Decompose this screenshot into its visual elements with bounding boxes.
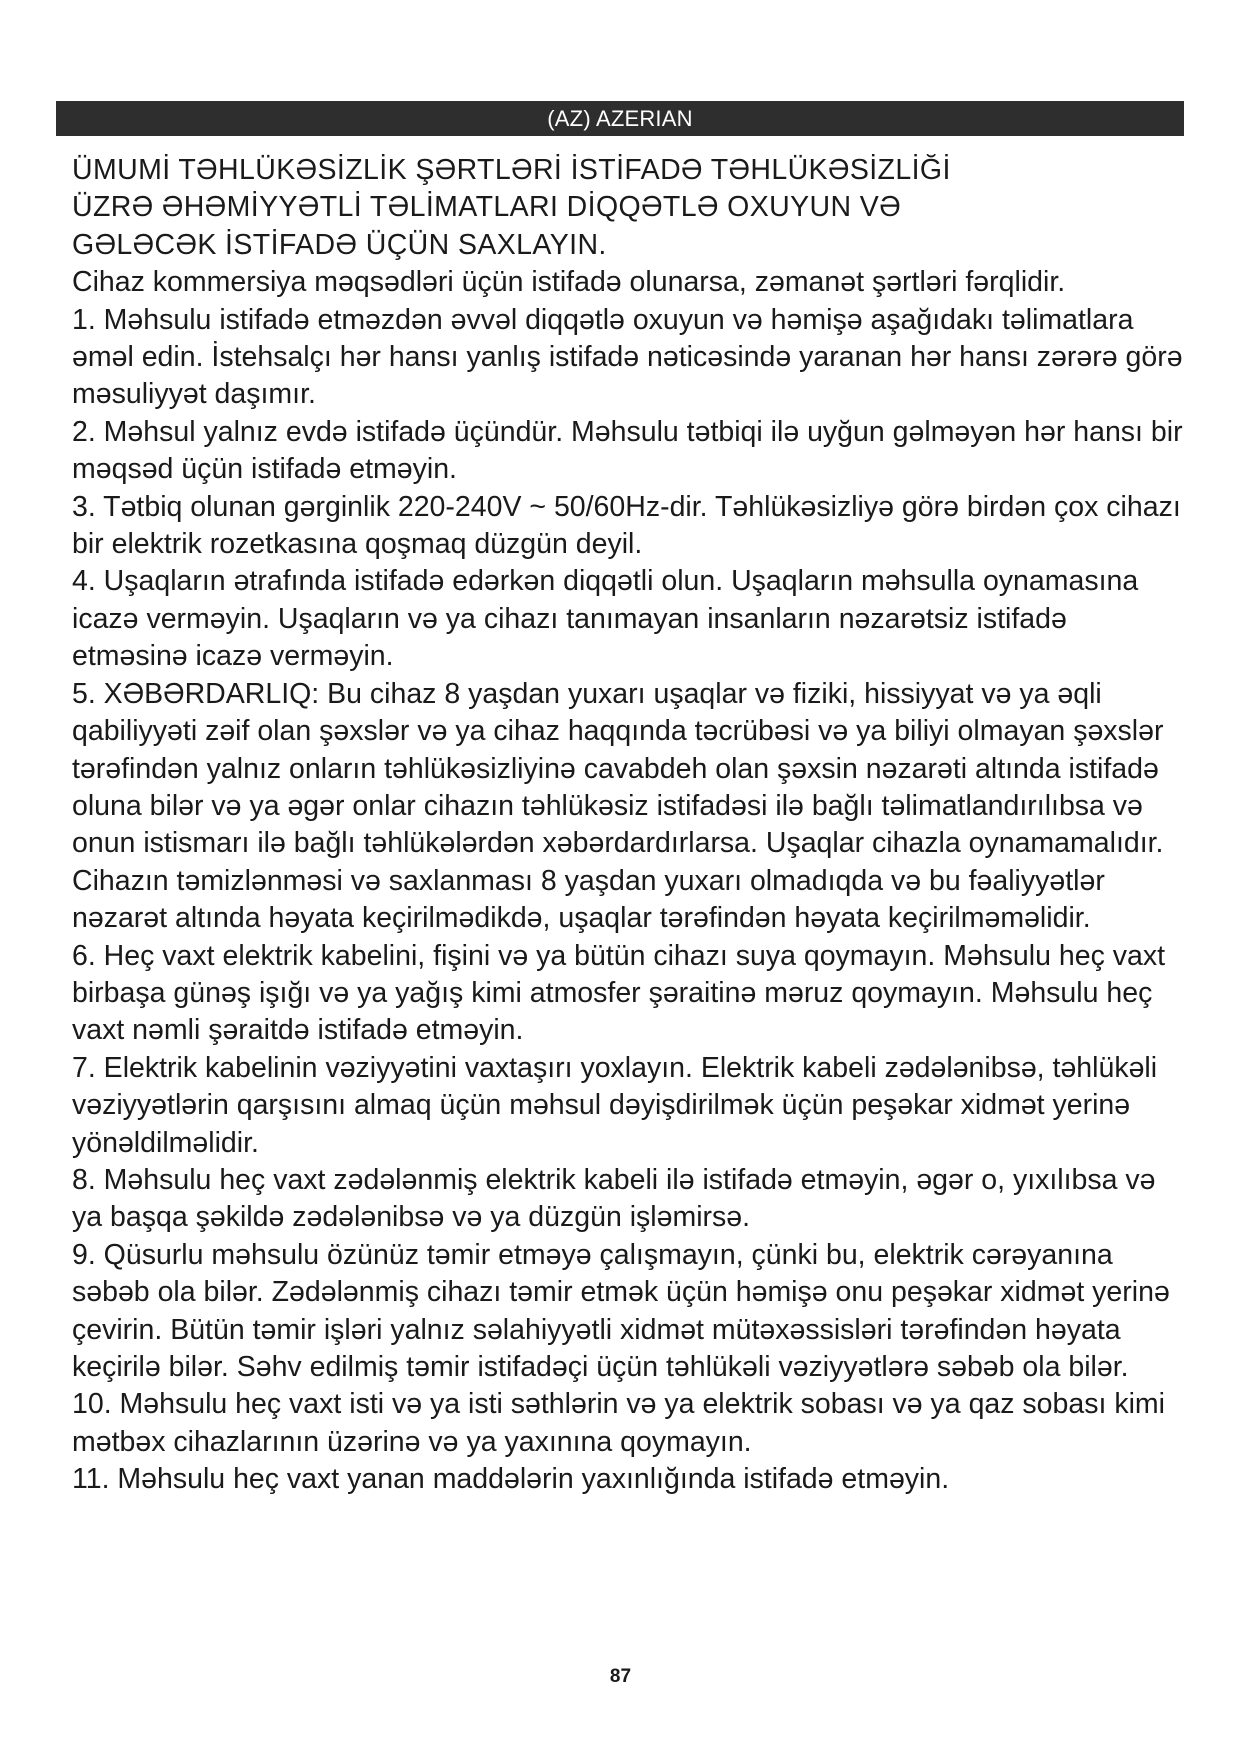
intro-paragraph: Cihaz kommersiya məqsədləri üçün istifadə olunarsa, zəmanət şərtləri fərqlidir. <box>72 266 1066 299</box>
safety-item-2: 2. Məhsul yalnız evdə istifadə üçündür. Məhsulu tətbiqi ilə uyğun gəlməyən hər hansı bir məqsəd üçün istifadə etməyin. <box>72 415 1183 486</box>
heading-line-3: GƏLƏCƏK İSTİFADƏ ÜÇÜN SAXLAYIN. <box>72 228 607 261</box>
heading-line-1: ÜMUMİ TƏHLÜKƏSİZLİK ŞƏRTLƏRİ İSTİFADƏ TƏHLÜKƏSİZLİĞİ <box>72 154 951 186</box>
safety-item-6: 6. Heç vaxt elektrik kabelini, fişini və ya bütün cihazı suya qoymayın. Məhsulu heç vaxt birbaşa günəş işığı və ya yağış kimi atmosfer şəraitinə məruz qoymayın. Məhsulu heç vaxt nəmli şəraitdə istifadə etməyin. <box>72 939 1166 1047</box>
safety-item-9: 9. Qüsurlu məhsulu özünüz təmir etməyə çalışmayın, çünki bu, elektrik cərəyanına səbəb ola bilər. Zədələnmiş cihazı təmir etmək üçün həmişə onu peşəkar xidmət yerinə çevirin. Bütün təmir işləri yalnız səlahiyyətli xidmət mütəxəssisləri tərəfindən həyata keçirilə bilər. Səhv edilmiş təmir istifadəçi üçün təhlükəli vəziyyətlərə səbəb ola bilər. <box>72 1238 1170 1383</box>
language-header-bar <box>56 101 1184 136</box>
safety-item-7: 7. Elektrik kabelinin vəziyyətini vaxtaşırı yoxlayın. Elektrik kabeli zədələnibsə, təhlükəli vəziyyətlərin qarşısını almaq üçün məhsul dəyişdirilmək üçün peşəkar xidmət yerinə yönəldilməlidir. <box>72 1051 1158 1159</box>
document-body <box>72 152 1187 1499</box>
page-number: 87 <box>609 1666 632 1687</box>
safety-item-8: 8. Məhsulu heç vaxt zədələnmiş elektrik kabeli ilə istifadə etməyin, əgər o, yıxılıbsa və ya başqa şəkildə zədələnibsə və ya düzgün işləmirsə. <box>72 1163 1156 1234</box>
safety-item-3: 3. Tətbiq olunan gərginlik 220-240V ~ 50/60Hz-dir. Təhlükəsizliyə görə birdən çox cihazı bir elektrik rozetkasına qoşmaq düzgün deyil. <box>72 490 1181 561</box>
safety-item-1: 1. Məhsulu istifadə etməzdən əvvəl diqqətlə oxuyun və həmişə aşağıdakı təlimatlara əməl edin. İstehsalçı hər hansı yanlış istifadə nəticəsində yaranan hər hansı zərərə görə məsuliyyət daşımır. <box>72 303 1183 411</box>
heading-line-2: ÜZRƏ ƏHƏMİYYƏTLİ TƏLİMATLARI DİQQƏTLƏ OXUYUN VƏ <box>72 191 902 224</box>
safety-item-4: 4. Uşaqların ətrafında istifadə edərkən diqqətli olun. Uşaqların məhsulla oynamasına icazə verməyin. Uşaqların və ya cihazı tanımayan insanların nəzarətsiz istifadə etməsinə icazə verməyin. <box>72 565 1139 673</box>
language-label: (AZ) AZERIAN <box>547 106 693 131</box>
safety-item-5: 5. XƏBƏRDARLIQ: Bu cihaz 8 yaşdan yuxarı uşaqlar və fiziki, hissiyyat və ya əqli qabiliyyəti zəif olan şəxslər və ya cihaz haqqında təcrübəsi və ya biliyi olmayan şəxslər tərəfindən yalnız onların təhlükəsizliyinə cavabdeh olan şəxsin nəzarəti altında istifadə oluna bilər və ya əgər onlar cihazın təhlükəsiz istifadəsi ilə bağlı təlimatlandırılıbsa və onun istismarı ilə bağlı təhlükələrdən xəbərdardırlarsa. Uşaqlar cihazla oynamamalıdır. Cihazın təmizlənməsi və saxlanması 8 yaşdan yuxarı olmadıqda və bu fəaliyyətlər nəzarət altında həyata keçirilmədikdə, uşaqlar tərəfindən həyata keçirilməməlidir. <box>72 677 1164 935</box>
safety-item-10: 10. Məhsulu heç vaxt isti və ya isti səthlərin və ya elektrik sobası və ya qaz sobası kimi mətbəx cihazlarının üzərinə və ya yaxınına qoymayın. <box>72 1388 1165 1458</box>
safety-item-11: 11. Məhsulu heç vaxt yanan maddələrin yaxınlığında istifadə etməyin. <box>72 1463 950 1496</box>
